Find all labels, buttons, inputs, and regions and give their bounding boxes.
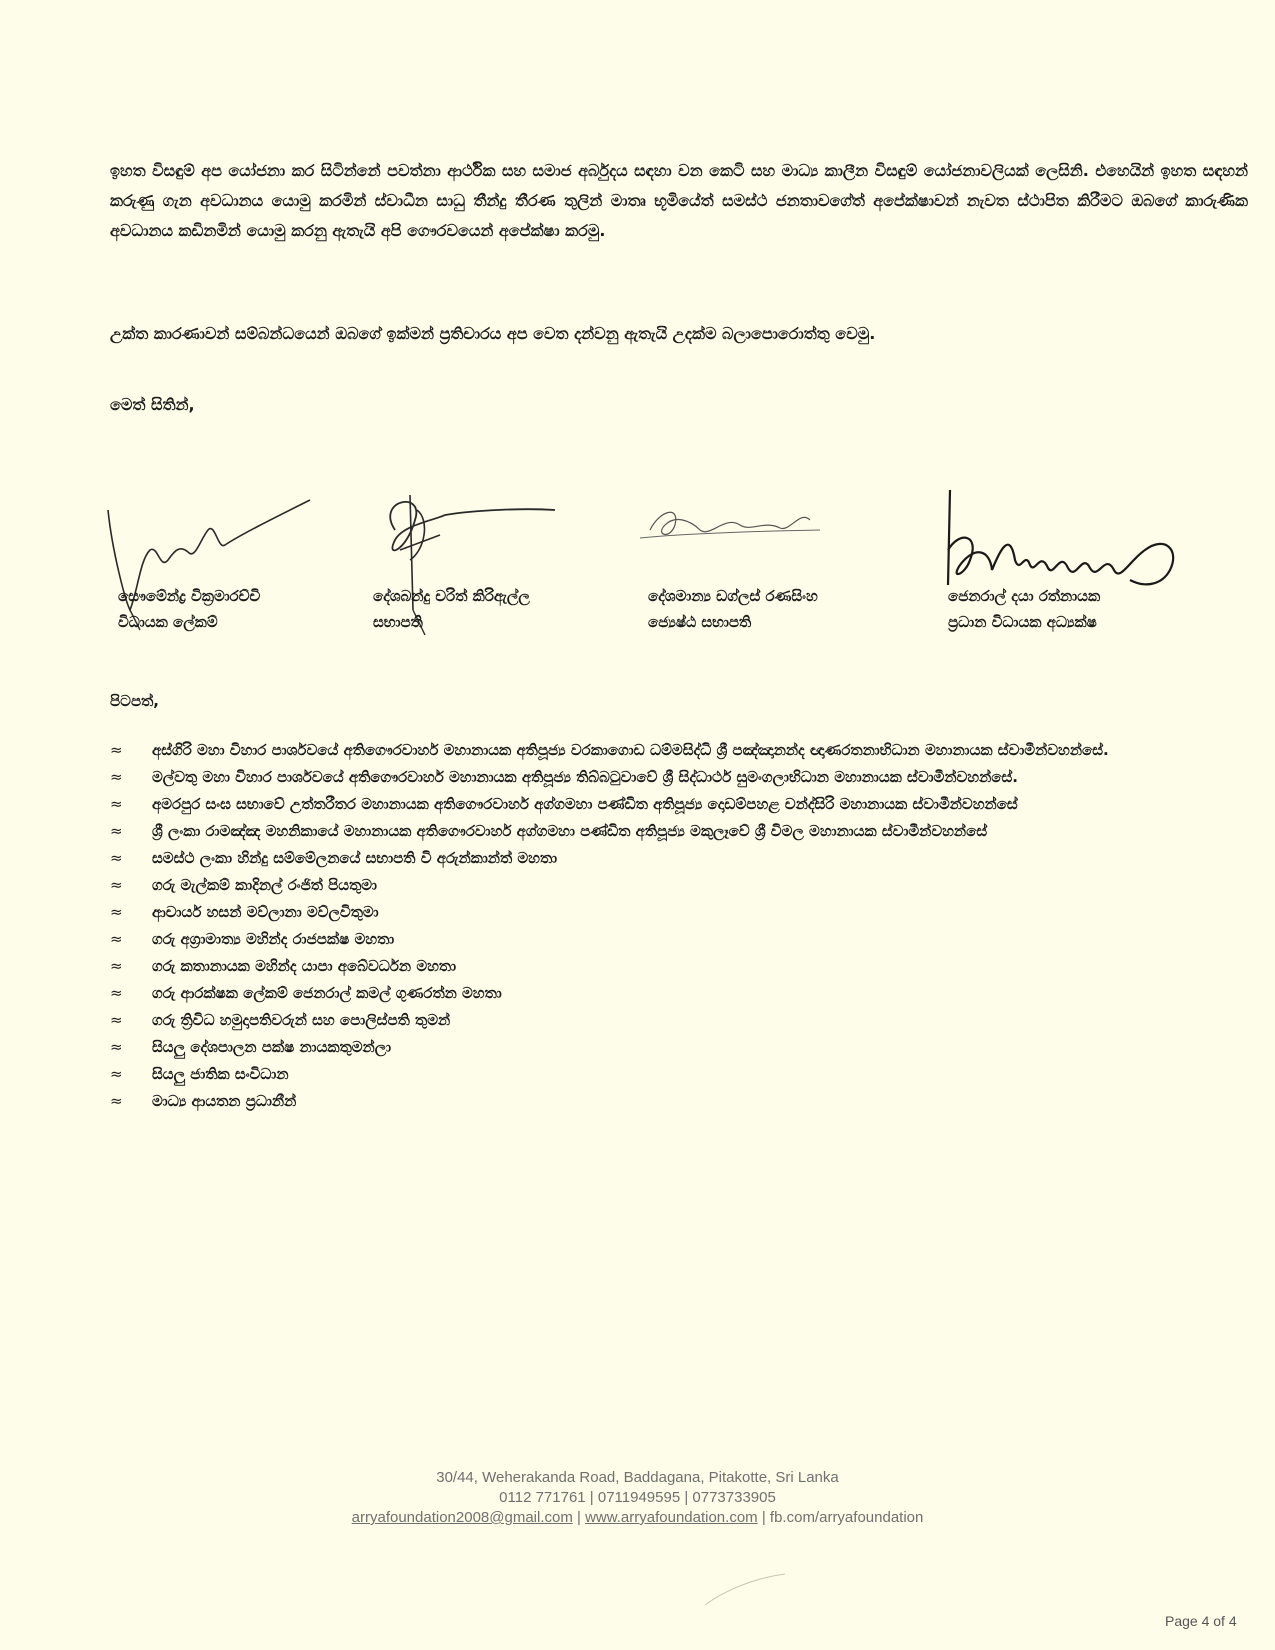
copy-recipient: සමස්ථ ලංකා හින්දු සම්මේලනයේ සභාපති වි අරුන්කාන්ත් මහතා (152, 849, 558, 867)
facebook-link[interactable]: fb.com/arryafoundation (769, 1509, 924, 1526)
signatory-title: විධායක ලේකම් (118, 613, 218, 631)
signatory-3 (630, 490, 890, 660)
list-item (110, 845, 1250, 872)
copy-recipient: ශ්‍රී ලංකා රාමඤ්ඤ මහනිකායේ මහානායක අතිගෞරවාර්හ අග්ගමහා පණ්ඩිත අතිපූජ්‍ය මකුලෑවේ ශ්‍රී විමල මහානායක ස්වාමීන්වහන්සේ (152, 822, 988, 840)
bullet: ≈ (110, 903, 123, 921)
list-item (110, 953, 1250, 980)
bullet: ≈ (110, 768, 123, 786)
copies-heading: පිටපත්, (110, 692, 159, 710)
scan-smudge (700, 1570, 790, 1610)
email-link[interactable]: arryafoundation2008@gmail.com (351, 1509, 573, 1526)
body-paragraph-2: උක්ත කාරණාවන් සම්බන්ධයෙන් ඔබගේ ඉක්මන් ප්‍රතිචාරය අප වෙත දන්වනු ඇතැයි උදක්ම බලාපොරොත්තු වෙමු. (110, 324, 876, 343)
list-item (110, 791, 1250, 818)
letterhead-footer (0, 1468, 1275, 1528)
list-item (110, 1088, 1250, 1115)
bullet: ≈ (110, 930, 123, 948)
bullet: ≈ (110, 795, 123, 813)
bullet: ≈ (110, 1092, 123, 1110)
bullet: ≈ (110, 957, 123, 975)
signatory-2 (355, 490, 615, 660)
list-item (110, 872, 1250, 899)
page-number: Page 4 of 4 (1165, 1613, 1237, 1629)
list-item (110, 1034, 1250, 1061)
signatory-4 (930, 490, 1190, 660)
bullet: ≈ (110, 822, 123, 840)
copy-recipient: සියලු ජාතික සංවිධාන (152, 1065, 289, 1083)
copy-recipient: ගරු ආරක්ෂක ලේකම් ජෙනරාල් කමල් ගුණරත්න මහතා (152, 984, 502, 1002)
list-item (110, 737, 1250, 764)
copy-recipient: ගරු අග්‍රාමාත්‍ය මහින්ද රාජපක්ෂ මහතා (152, 930, 395, 948)
signatory-1 (100, 490, 360, 660)
footer-address: 30/44, Weherakanda Road, Baddagana, Pitakotte, Sri Lanka (436, 1469, 839, 1486)
body-paragraph-1: ඉහත විසඳුම් අප යෝජනා කර සිටින්නේ පවත්නා ආර්ථික සහ සමාජ අර්බුදය සඳහා වන කෙටි සහ මාධ්‍ය කාලීන විසඳුම් යෝජනාවලියක් ලෙසිනි. එහෙයින් ඉහත සඳහන් කරුණු ගැන අවධානය යොමු කරමින් ස්වාධීන සාධු තීන්දු තීරණ තුලින් මාතෘ භූමියේත් සමස්ථ ජනතාවගේත් අපේක්ෂාවන් නැවත ස්ථාපිත කිරීමට ඔබගේ කාරුණික අවධානය කඩිනමින් යොමු කරනු ඇතැයි අපි ගෞරවයෙන් අපේක්ෂා කරමු. (110, 161, 1248, 240)
signatory-name: දේශමාන්‍ය ඩග්ලස් රණසිංහ (648, 587, 818, 605)
list-item (110, 1007, 1250, 1034)
website-link[interactable]: www.arryafoundation.com (585, 1509, 758, 1526)
copy-recipient: සියලු දේශපාලන පක්ෂ නායකතුමන්ලා (152, 1038, 392, 1056)
list-item (110, 818, 1250, 845)
copies-list (110, 737, 1250, 1115)
list-item (110, 1061, 1250, 1088)
signature-block (100, 490, 1260, 670)
copy-recipient: අස්ගිරි මහා විහාර පාර්ශවයේ අතිගෞරවාර්හ මහානායක අතිපූජ්‍ය වරකාගොඩ ධම්මසිද්ධි ශ්‍රී පඤ්ඤානන්ද ඥාණරතනාභිධාන මහානායක ස්වාමීන්වහන්සේ. (152, 741, 1109, 759)
copy-recipient: ගරු මැල්කම් කාදිනල් රංජිත් පියතුමා (152, 876, 377, 894)
bullet: ≈ (110, 876, 123, 894)
footer-phones: 0112 771761 | 0711949595 | 0773733905 (499, 1489, 776, 1506)
list-item (110, 926, 1250, 953)
bullet: ≈ (110, 1011, 123, 1029)
copy-recipient: ගරු කතානායක මහින්ද යාපා අබේවර්ධන මහතා (152, 957, 457, 975)
bullet: ≈ (110, 849, 123, 867)
separator: | (761, 1509, 766, 1526)
separator: | (577, 1509, 581, 1526)
signatory-name: සෞමේන්ද්‍ර වික්‍රමාරච්චි (118, 587, 261, 605)
signatory-name: ජෙනරාල් දයා රත්නායක (948, 587, 1101, 605)
bullet: ≈ (110, 1065, 123, 1083)
copy-recipient: ගරු ත්‍රිවිධ හමුදාපතිවරුන් සහ පොලිස්පති තුමන් (152, 1011, 451, 1029)
copy-recipient: මල්වතු මහා විහාර පාර්ශවයේ අතිගෞරවාර්හ මහානායක අතිපූජ්‍ය තිබ්බටුවාවේ ශ්‍රී සිද්ධාර්ථ සුමංගලාභිධාන මහානායක ස්වාමීන්වහන්සේ. (152, 768, 1018, 786)
copy-recipient: ආචාර්ය හසන් මව්ලානා මව්ලවිතුමා (152, 903, 379, 921)
copy-recipient: මාධ්‍ය ආයතන ප්‍රධානීන් (152, 1092, 297, 1110)
bullet: ≈ (110, 984, 123, 1002)
bullet: ≈ (110, 1038, 123, 1056)
list-item (110, 980, 1250, 1007)
closing-salutation: මෙත් සිතින්, (110, 395, 195, 414)
list-item (110, 764, 1250, 791)
bullet: ≈ (110, 741, 123, 759)
signatory-title: ජ්‍යෙෂ්ඨ සභාපති (648, 613, 752, 631)
signatory-title: ප්‍රධාන විධායක අධ්‍යක්ෂ (948, 613, 1097, 631)
copy-recipient: අමරපුර සංඝ සභාවේ උත්තරීතර මහානායක අතිගෞරවාර්හ අග්ගමහා පණ්ඩිත අතිපූජ්‍ය දොඩම්පහළ චන්ද්සිරි මහානායක ස්වාමීන්වහන්සේ (152, 795, 1018, 813)
signatory-title: සභාපති (373, 613, 423, 631)
list-item (110, 899, 1250, 926)
footer-contacts (0, 1508, 1275, 1528)
signatory-name: දේශබන්දු චරිත් කිරිඇල්ල (373, 587, 530, 605)
